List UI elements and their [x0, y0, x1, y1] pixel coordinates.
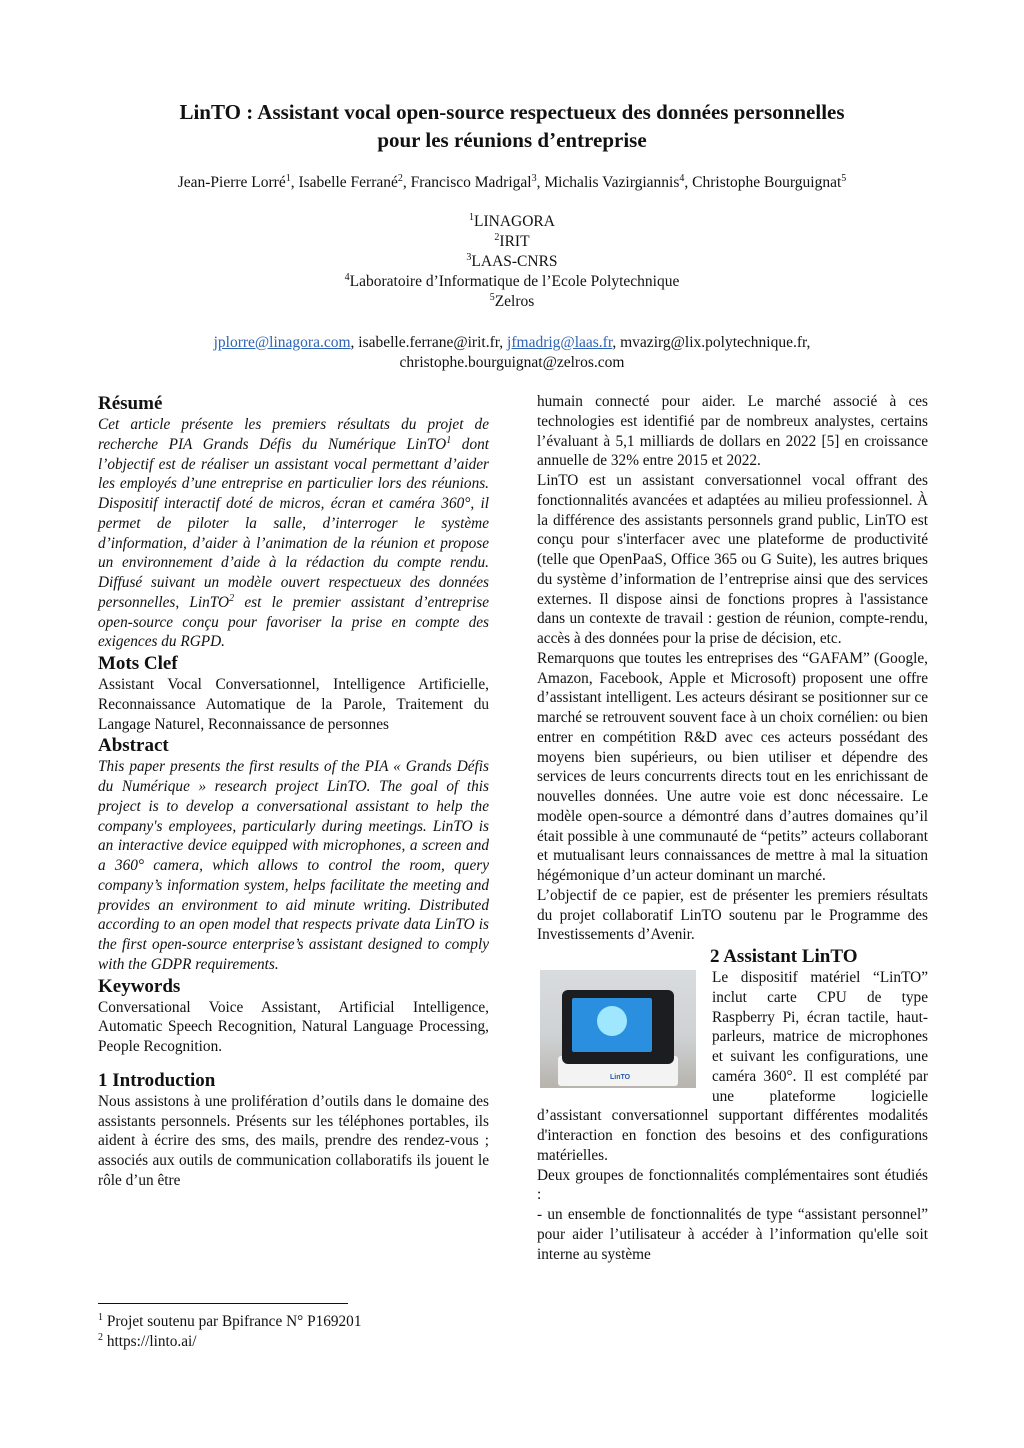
footnote: $^1$ Projet soutenu par Bpifrance N° P169201 [98, 1311, 362, 1330]
left-column [98, 392, 489, 1191]
keywords-text: Conversational Voice Assistant, Artificial Intelligence, Automatic Speech Recognition, Natural Language Processing, People Recognition. [98, 998, 489, 1055]
title-line-1: LinTO : Assistant vocal open-source respectueux des données personnelles [179, 100, 845, 124]
section-2-paragraph: Le dispositif matériel “LinTO” inclut carte CPU de type Raspberry Pi, écran tactile, haut-parleurs, matrice de microphones et suivant les configurations, une caméra 360°. Il est complété par une plateforme logicielle d’assistant conversationnel supportant différentes modalités d'interaction en fonction des besoins et des configurations matérielles. [537, 969, 928, 1164]
email-link[interactable]: jplorre@linagora.com [213, 334, 351, 351]
affiliation: $^4$Laboratoire d’Informatique de l’Ecole Polytechnique [344, 271, 680, 290]
affiliation: $^2$IRIT [494, 231, 530, 250]
smiley-face-icon [597, 1006, 627, 1036]
keywords-heading: Keywords [98, 975, 181, 997]
abstract-text: This paper presents the first results of the PIA « Grands Défis du Numérique » research project LinTO. The goal of this project is to develop a conversational assistant to help the company's employees, particularly during meetings. LinTO is an interactive device equipped with microphones, a screen and a 360° camera, which allows to control the room, query company’s information system, helps facilitate the meeting and provides an environment to aid minute writing. Distributed according to an open model that respects private data LinTO is the first open-source enterprise’s assistant designed to comply with the GDPR requirements. [98, 758, 489, 973]
author: Christophe Bourguignat$^5$ [692, 172, 847, 191]
mots-clef-text: Assistant Vocal Conversationnel, Intelligence Artificielle, Reconnaissance Automatique de la Parole, Traitement du Langage Naturel, Reconnaissance de personnes [98, 676, 489, 733]
right-column [537, 392, 928, 1264]
email: christophe.bourguignat@zelros.com [399, 354, 625, 371]
email-link[interactable]: jfmadrig@laas.fr [507, 334, 613, 351]
author: Isabelle Ferrané$^2$, [298, 172, 411, 191]
author: Francisco Madrigal$^3$, [410, 172, 545, 191]
email-list: jplorre@linagora.com, isabelle.ferrane@irit.fr, jfmadrig@laas.fr, mvazirg@lix.polytechnique.fr, christophe.bourguignat@zelros.com [80, 333, 944, 373]
affiliation-list [200, 212, 824, 312]
mots-clef-heading: Mots Clef [98, 653, 178, 674]
author-list [60, 173, 964, 193]
section-2-paragraph: - un ensemble de fonctionnalités de type “assistant personnel” pour aider l’utilisateur à accéder à l’information qu'elle soit interne au système [537, 1206, 928, 1263]
author: Jean-Pierre Lorré$^1$, [177, 172, 299, 191]
footnotes [98, 1312, 498, 1352]
intro-paragraph: humain connecté pour aider. Le marché associé à ces technologies est identifié par de nombreux analystes, certains l’évaluant à 5,1 milliards de dollars en 2022 [5] en croissance annuelle de 32% entre 2015 et 2022. [537, 393, 928, 470]
affiliation: $^3$LAAS-CNRS [466, 251, 558, 270]
resume-heading: Résumé [98, 393, 163, 414]
intro-paragraph: LinTO est un assistant conversationnel vocal offrant des fonctionnalités avancées et adaptées au milieu professionnel. À la différence des assistants personnels grand public, LinTO est conçu pour s'interfacer avec une plateforme de productivité (telle que OpenPaaS, Office 365 ou G Suite), les autres briques du système d’information de l’entreprise ainsi que des services externes. Il dispose ainsi de fonctions propres à l'assistance dans un contexte de travail : gestion de réunion, compte-rendu, accès à des données pour la prise de décision, etc. [537, 472, 928, 647]
introduction-text: Nous assistons à une prolifération d’outils dans le domaine des assistants personnels. Présents sur les téléphones portables, ils aident à écrire des sms, des mails, prendre des rendez-vous ; associés aux outils de communication collaboratifs ils jouent le rôle d’un être [98, 1092, 489, 1189]
email: isabelle.ferrane@irit.fr [358, 334, 500, 351]
footnote-rule [98, 1303, 348, 1304]
intro-paragraph: Remarquons que toutes les entreprises des “GAFAM” (Google, Amazon, Facebook, Apple et Microsoft) proposent une offre d’assistant intelligent. Les acteurs désirant se positionner sur ce marché se retrouvent souvent face à un choix cornélien: ou bien entrer en compétition R&D avec ces acteurs possédant des moyens bien supérieurs, ou bien utiliser et dépendre des services de leurs concurrents directs tout en les enrichissant de nouvelles données. Une autre voie est donc nécessaire. Le modèle open-source a démontré dans d’autres domaines qu’il était possible à une communauté de “petits” acteurs collaborant et mutualisant leurs connaissances de mettre à mal la situation hégémonique d’un acteur dominant un marché. [537, 649, 928, 884]
author: Michalis Vazirgiannis$^4$, [544, 172, 693, 191]
title-line-2: pour les réunions d’entreprise [377, 128, 647, 152]
section-2-heading: 2 Assistant LinTO [710, 946, 858, 967]
introduction-heading: 1 Introduction [98, 1069, 216, 1091]
section-2-paragraph: Deux groupes de fonctionnalités complémentaires sont étudiés : [537, 1166, 928, 1204]
intro-paragraph: L’objectif de ce papier, est de présenter les premiers résultats du projet collaboratif LinTO soutenu par le Programme des Investissements d’Avenir. [537, 886, 928, 944]
footnote: $^2$ https://linto.ai/ [98, 1331, 197, 1350]
linto-logo: LinTO [610, 1074, 631, 1081]
device-screen [572, 998, 652, 1052]
linto-device-photo [540, 970, 696, 1088]
affiliation: $^1$LINAGORA [469, 211, 555, 230]
affiliation: $^5$Zelros [489, 291, 535, 310]
abstract-heading: Abstract [98, 735, 169, 757]
paper-title [100, 98, 924, 154]
resume-text: Cet article présente les premiers résultats du projet de recherche PIA Grands Défis du Numérique LinTO$^1$ dont l’objectif est de réaliser un assistant vocal permettant d’aider les employés d’une entreprise en particulier lors des réunions. Dispositif interactif doté de micros, écran et caméra 360°, il permet de piloter la salle, d’interroger le système d’information, d’aider à l’animation de la réunion et propose un environnement d’aide à la rédaction du compte rendu. Diffusé suivant un modèle ouvert respectueux des données personnelles, LinTO$^2$ est le premier assistant d’entreprise open-source conçu pour favoriser la prise en compte des exigences du RGPD. [98, 416, 489, 651]
email: mvazirg@lix.polytechnique.fr, [620, 334, 811, 351]
device-frame [562, 990, 674, 1064]
